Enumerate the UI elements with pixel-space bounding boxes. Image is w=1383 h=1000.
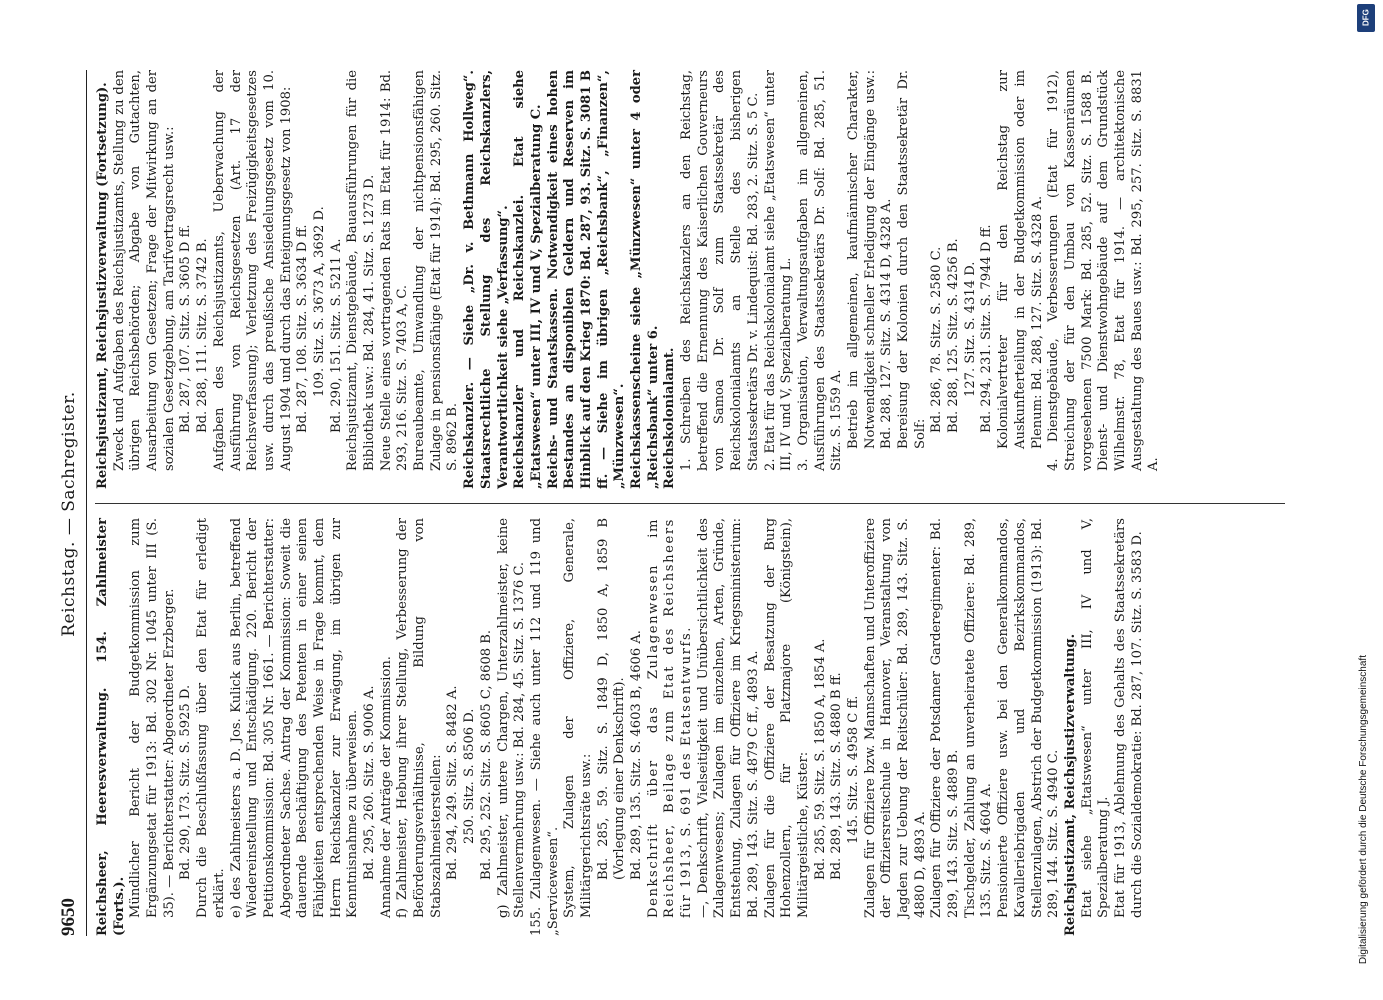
entry-text: Durch die Beschlußfassung über den Etat für erledigt erklärt. (195, 518, 227, 918)
entry-reference: 145. Sitz. S. 4958 C ff. (845, 695, 861, 844)
entry-text: 3. Organisation, Verwaltungsaufgaben im allgemeinen, Ausführungen des Staatssekretärs Dr. Solf: Bd. 285, 51. Sitz. S. 1559 A. (795, 70, 845, 471)
entry-text: Zulagen für Offiziere bzw. Mannschaften und Unteroffiziere der Offiziersreitschule in Hannover, Veranstaltung von Jagden zur Uebung der Reitschüler: Bd. 289, 143. Sitz. S. 4880 D, 4893 A. (862, 518, 928, 918)
entry-reference: Bd. 294, 231. Sitz. S. 7944 D ff. (979, 224, 995, 433)
entry-reference: 109. Sitz. S. 3673 A, 3692 D. (311, 206, 327, 397)
entry-reference: Bd. 289, 143. Sitz. S. 4880 B ff. (829, 672, 845, 880)
entry-reference: Bd. 288, 125. Sitz. S. 4256 B. (946, 238, 962, 433)
entry-reference: Bd. 288, 111. Sitz. S. 3742 B. (195, 238, 211, 433)
entry-reference: Bd. 289, 135. Sitz. S. 4603 B, 4606 A. (629, 630, 644, 880)
entry-text: 2. Etat für das Reichskolonialamt siehe „Etatswesen“ unter III, IV und V, Spezialberatung L. (762, 70, 795, 471)
right-column (95, 70, 1285, 503)
entry-reference: 250. Sitz. S. 8506 D. (462, 708, 478, 844)
entry-text: f) Zahlmeister, Hebung ihrer Stellung, Verbesserung der Beförderungsverhältnisse, Bildung von Stabszahlmeisterstellen: (395, 518, 444, 918)
entry-text: Betrieb im allgemeinen, kaufmännischer Charakter, Notwendigkeit schneller Erledigung der Eingänge usw.: Bd. 288, 127. Sitz. S. 4314 D, 4328 A. (845, 70, 895, 449)
entry-text: Etat siehe „Etatswesen“ unter III, IV und V, Spezialberatung J. (1079, 518, 1112, 918)
entry-text: Mündlicher Bericht der Budgetkommission zum Ergänzungsetat für 1913: Bd. 302 Nr. 1045 unter III (S. 35). — Berichterstatter: Abgeordneter Erzberger. (128, 518, 177, 918)
entry-reference: Bd. 295, 252. Sitz. S. 8605 C, 8608 B. (478, 629, 494, 880)
entry-text: Denkschrift über das Zulagenwesen im Reichsheer, Beilage zum Etat des Reichsheers für 1913, S. 691 des Etatsentwurfs. (645, 518, 695, 918)
entry-text: 4. Dienstgebäude, Verbesserungen (Etat für 1912), Streichung der für den Umbau von Kassenräumen vorgesehenen 7500 Mark: Bd. 285, 52. Sitz. S. 1588 B. Dienst- und Dienstwohngebäude auf dem Grundstück Wilhelmstr. 78, Etat für 1914. — architektonische Ausgestaltung des Baues usw.: Bd. 295, 257. Sitz. S. 8831 A. (1046, 70, 1162, 471)
entry-heading: Reichsjustizamt, Reichsjustizverwaltung. (1062, 633, 1078, 936)
running-title: Reichstag. — Sachregister. (59, 391, 79, 637)
entry-text: Bereisung der Kolonien durch den Staatssekretär Dr. Solf: (896, 70, 928, 449)
entry-text: Bureaubeamte, Umwandlung der nichtpensionsfähigen Zulage in pensionsfähige (Etat für 1914): Bd. 295, 260. Sitz. S. 8962 B. (412, 70, 461, 471)
entry-reference: Bd. 295, 260. Sitz. S. 9006 A. (362, 685, 377, 880)
entry-text: Neue Stelle eines vortragenden Rats im Etat für 1914: Bd. 293, 216. Sitz. S. 7403 A, C. (378, 70, 411, 471)
entry-text: Zulagen für die Offiziere der Besatzung der Burg Hohenzollern, für Platzmajore (Königstein), Militärgeistliche, Küster: (762, 518, 811, 918)
entry-reference: Bd. 285, 59. Sitz. S. 1850 A, 1854 A. (812, 638, 828, 880)
entry-text: Kolonialvertreter für den Reichstag zur Auskunfterteilung in der Budgetkommission oder im Plenum: Bd. 288, 127. Sitz. S. 4328 A. (996, 70, 1045, 449)
entry-text: Aufgaben des Reichsjustizamts, Ueberwachung der Ausführung von Reichsgesetzen (Art. 17 der Reichsverfassung); Verletzung des Freizügigkeitsgesetzes usw. durch das preußische Ansiedelungsgesetz vom 10. August 1904 und durch das Enteignungsgesetz von 1908: (211, 70, 294, 471)
entry-text: System, Zulagen der Offiziere, Generale, Militärgerichtsräte usw.: (562, 518, 594, 918)
left-column (95, 503, 1285, 936)
digitization-credit: Digitalisierung gefördert durch die Deutsche Forschungsgemeinschaft (1358, 654, 1369, 964)
entry-heading: Reichsheer, Heeresverwaltung. 154. Zahlmeister (Forts.). (95, 518, 127, 936)
page-number: 9650 (58, 898, 79, 936)
entry-text: Annahme der Anträge der Kommission. (378, 656, 394, 918)
entry-text: Etat für 1913, Ablehnung des Gehalts des Staatssekretärs durch die Sozialdemokratie: Bd. 287, 107. Sitz. S. 3583 D. (1112, 518, 1145, 918)
entry-heading: Reichskassenscheine siehe „Münzwesen“ unter 4 oder „Reichsbank“ unter 6. (629, 70, 661, 489)
entry-text: Reichsjustizamt, Dienstgebäude, Bauausführungen für die Bibliothek usw.: Bd. 284, 41. Sitz. S. 1273 D. (345, 70, 377, 471)
entry-text: Zulagen für Offiziere der Potsdamer Garderegimenter: Bd. 289, 143. Sitz. S. 4889 B. (929, 518, 962, 918)
entry-heading: Reichskanzler. — Siehe „Dr. v. Bethmann Hollweg“. Staatsrechtliche Stellung des Reichskanzlers, Verantwortlichkeit siehe „Verfassung“. (462, 70, 511, 489)
entry-text: —, Denkschrift, Vielseitigkeit und Unübersichtlichkeit des Zulagenwesens; Zulagen im einzelnen, Arten, Gründe, Entstehung, Zulagen für Offiziere im Kriegsministerium: Bd. 289, 143. Sitz. S. 4879 C ff., 4893 A. (695, 518, 761, 918)
entry-text: e) des Zahlmeisters a. D. Jos. Kulick aus Berlin, betreffend Wiedereinstellung und Entschädigung. 220. Bericht der Petitionskommission: Bd. 305 Nr. 1661. — Berichterstatter: Abgeordneter Sachse. Antrag der Kommission: Soweit die dauernde Beschäftigung des Petenten in einer seinen Fähigkeiten entsprechenden Weise in Frage kommt, dem Herrn Reichskanzler zur Erwägung, im übrigen zur Kenntnisnahme zu überweisen. (228, 518, 361, 918)
entry-text: g) Zahlmeister, untere Chargen, Unterzahlmeister, keine Stellenvermehrung usw.: Bd. 284, 45. Sitz. S. 1376 C. (495, 518, 528, 918)
entry-reference: Bd. 287, 107. Sitz. S. 3605 D ff. (178, 224, 194, 433)
entry-reference: 127. Sitz. S. 4314 D. (962, 261, 978, 397)
entry-heading: Reichsjustizamt, Reichsjustizverwaltung (Fortsetzung). (95, 82, 110, 489)
page-header (58, 70, 87, 936)
entry-heading: Reichskolonialamt. (662, 347, 678, 489)
entry-reference: Bd. 286, 78. Sitz. S. 2580 C. (929, 246, 945, 433)
index-columns (95, 70, 1285, 936)
entry-text: Pensionierte Offiziere usw. bei den Generalkommandos, Kavalleriebrigaden und Bezirkskommandos, Stellenzulagen, Abstrich der Budgetkommission (1913): Bd. 289, 144. Sitz. S. 4940 C. (996, 518, 1062, 918)
entry-heading: Reichs- und Staatskassen. Notwendigkeit eines hohen Bestandes an disponiblen Geldern und Reserven im Hinblick auf den Krieg 1870: Bd. 287, 93. Sitz. S. 3081 B ff. — Siehe im übrigen „Reichsbank“, „Finanzen“, „Münzwesen“. (545, 70, 628, 489)
entry-heading: Reichskanzler und Reichskanzlei. Etat siehe „Etatswesen“ unter III, IV und V, Spezialberatung C. (512, 70, 544, 489)
entry-reference: Bd. 290, 151. Sitz. S. 5211 A. (328, 238, 344, 433)
entry-text: 155. Zulagenwesen. — Siehe auch unter 112 und 119 und „Servicewesen“. (528, 518, 561, 936)
entry-reference: Bd. 290, 173. Sitz. S. 5925 D. (178, 684, 194, 880)
entry-reference: Bd. 287, 108. Sitz. S. 3634 D ff. (295, 224, 311, 433)
dfg-logo: DFG (1357, 4, 1375, 32)
entry-reference: Bd. 294, 249. Sitz. S. 8482 A. (445, 685, 461, 880)
entry-text: Tischgelder, Zahlung an unverheiratete Offiziere: Bd. 289, 135. Sitz. S. 4604 A. (962, 518, 995, 918)
entry-reference: Bd. 285, 59. Sitz. S. 1849 D, 1850 A, 1859 B (Vorlegung einer Denkschrift). (595, 518, 628, 880)
entry-text: Zweck und Aufgaben des Reichsjustizamts, Stellung zu den übrigen Reichsbehörden; Abgabe von Gutachten, Ausarbeitung von Gesetzen; Frage der Mitwirkung an der sozialen Gesetzgebung, am Tarifvertragsrecht usw.: (111, 70, 177, 471)
entry-text: 1. Schreiben des Reichskanzlers an den Reichstag, betreffend die Ernennung des Kaiserlichen Gouverneurs von Samoa Dr. Solf zum Staatssekretär des Reichskolonialamts an Stelle des bisherigen Staatssekretärs Dr. v. Lindequist: Bd. 283, 2. Sitz. S. 5 C. (679, 70, 761, 471)
digitization-sidebar (1355, 0, 1379, 1000)
